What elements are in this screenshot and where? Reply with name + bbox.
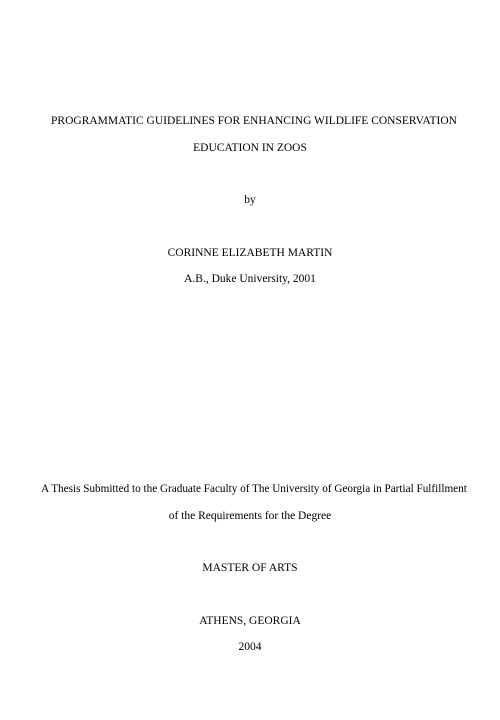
year: 2004 [238,641,262,653]
author-name: CORINNE ELIZABETH MARTIN [167,247,333,259]
thesis-title-line-2: EDUCATION IN ZOOS [193,142,307,154]
degree-name: MASTER OF ARTS [202,562,298,574]
thesis-title-line-1: PROGRAMMATIC GUIDELINES FOR ENHANCING WILDLIFE CONSERVATION [51,115,457,127]
submission-statement-line-1: A Thesis Submitted to the Graduate Faculty of The University of Georgia in Partial Fulfillment [41,483,467,495]
submission-statement-line-2: of the Requirements for the Degree [168,510,332,522]
by-label: by [244,194,256,206]
author-previous-degree: A.B., Duke University, 2001 [184,273,316,285]
place: ATHENS, GEORGIA [199,615,301,627]
